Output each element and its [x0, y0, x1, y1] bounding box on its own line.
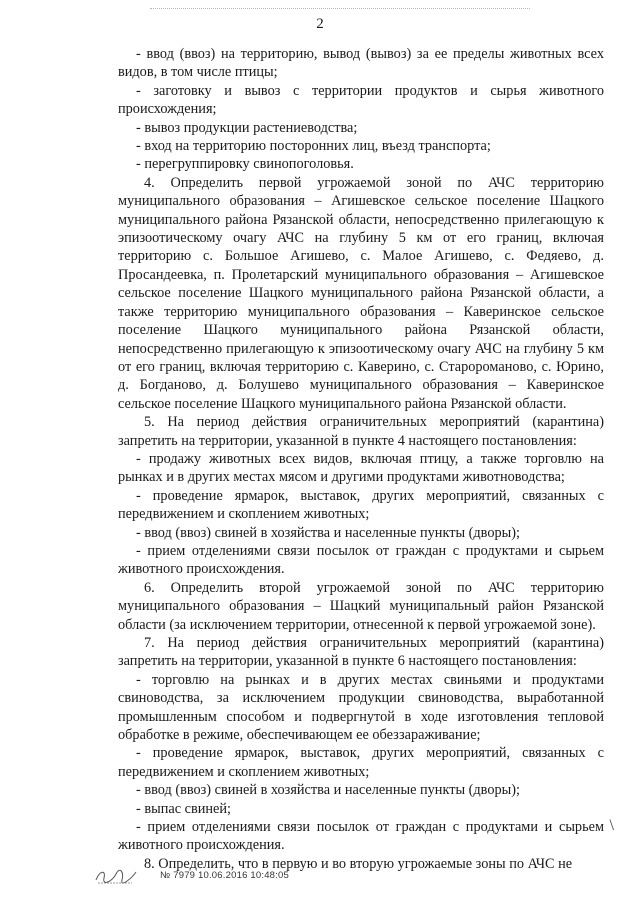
paragraph: - ввод (ввоз) свиней в хозяйства и населенные пункты (дворы);: [136, 782, 520, 799]
page-number: 2: [316, 16, 324, 32]
paragraph: - прием отделениями связи посылок от граждан с продуктами и сырьем животного происхождения.: [118, 819, 604, 854]
scan-artifact: [150, 8, 530, 11]
document-registration-number: № 7979 10.06.2016 10:48:05: [160, 870, 289, 881]
paragraph: - торговлю на рынках и в других местах свиньями и продуктами свиноводства, за исключением продукции свиноводства, выработанной промышленным способом и подвергнутой в ходе изготовления тепловой обработке в режиме, обеспечивающем ее обеззараживание;: [118, 671, 604, 744]
paragraph: 6. Определить второй угрожаемой зоной по АЧС территорию муниципального образования – Шацкий муниципальный район Рязанской области (за исключением территории, отнесенной к первой угрожаемой зоне).: [118, 579, 604, 633]
paragraph: - вход на территорию посторонних лиц, въезд транспорта;: [136, 138, 491, 155]
paragraph: - выпас свиней;: [136, 800, 231, 817]
paragraph: - проведение ярмарок, выставок, других мероприятий, связанных с передвижением и скоплением животных;: [118, 745, 604, 780]
paragraph: - проведение ярмарок, выставок, других мероприятий, связанных с передвижением и скоплением животных;: [118, 487, 604, 523]
paragraph: 5. На период действия ограничительных мероприятий (карантина) запретить на территории, указанной в пункте 4 настоящего постановления:: [118, 414, 604, 449]
paragraph: - прием отделениями связи посылок от граждан с продуктами и сырьем животного происхождения.: [118, 542, 604, 578]
paragraph: 7. На период действия ограничительных мероприятий (карантина) запретить на территории, указанной в пункте 6 настоящего постановления:: [118, 635, 604, 670]
handwritten-mark: \: [609, 817, 614, 834]
paragraph: - заготовку и вывоз с территории продуктов и сырья животного происхождения;: [118, 82, 604, 118]
paragraph: - вывоз продукции растениеводства;: [136, 119, 358, 136]
signature-stamp-icon: [92, 866, 138, 886]
paragraph: - перегруппировку свинопоголовья.: [136, 156, 354, 173]
paragraph: - ввод (ввоз) на территорию, вывод (вывоз) за ее пределы животных всех видов, в том числе птицы;: [118, 46, 604, 81]
paragraph: - ввод (ввоз) свиней в хозяйства и населенные пункты (дворы);: [136, 524, 520, 541]
document-body: [118, 45, 604, 873]
paragraph: 8. Определить, что в первую и во вторую угрожаемые зоны по АЧС не: [144, 855, 573, 872]
paragraph: - продажу животных всех видов, включая птицу, а также торговлю на рынках и в других местах мясом и другими продуктами животноводства;: [118, 450, 604, 486]
paragraph: 4. Определить первой угрожаемой зоной по АЧС территорию муниципального образования – Агишевское сельское поселение Шацкого муниципального района Рязанской области, непосредственно прилегающую к эпизоотическому очагу АЧС на глубину 5 км от его границ, включая территорию с. Большое Агишево, с. Малое Агишево, с. Федяево, д. Просандеевка, п. Пролетарский муниципального образования – Агишевское сельское поселение Шацкого муниципального района Рязанской области, а также территорию муниципального образования – Каверинское сельское поселение Шацкого муниципального района Рязанской области, непосредственно прилегающую к эпизоотическому очагу АЧС на глубину 5 км от его границ, включая территорию с. Каверино, с. Староромановo, с. Юрино, д. Богданово, д. Болушево муниципального образования – Каверинское сельское поселение Шацкого муниципального района Рязанской области.: [118, 174, 604, 412]
registration-footer: [92, 866, 352, 888]
